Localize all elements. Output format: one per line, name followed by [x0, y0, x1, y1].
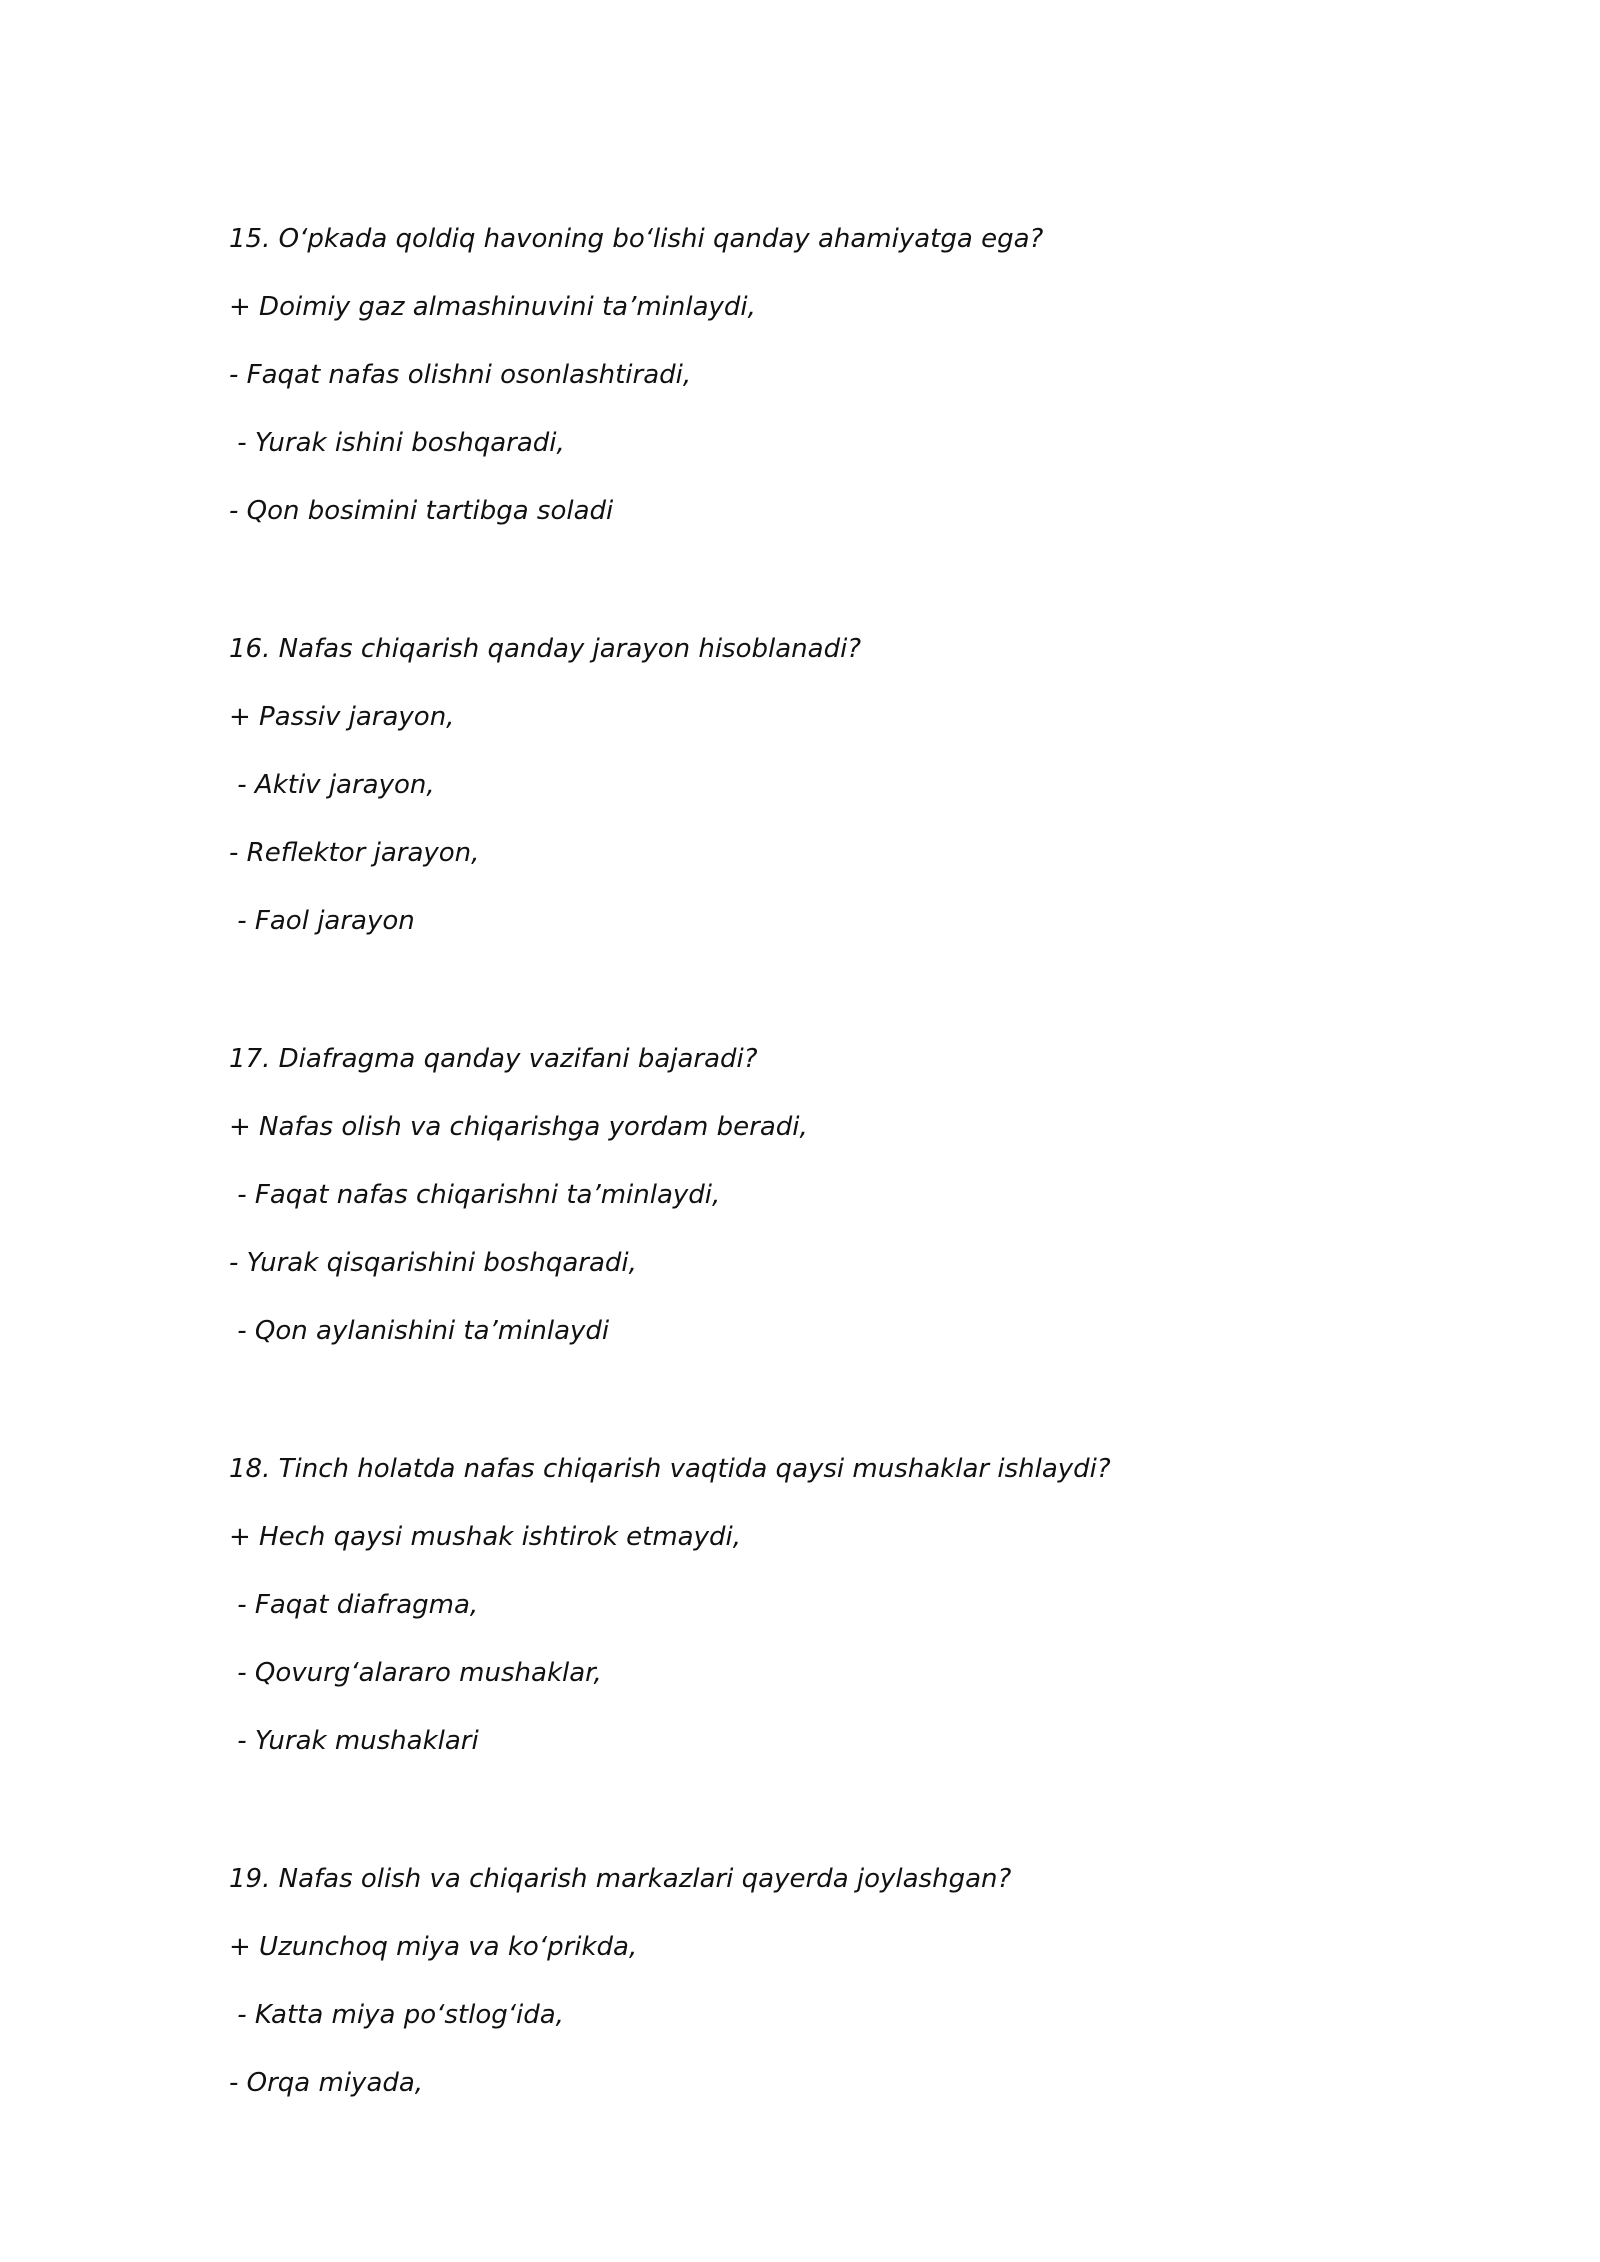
answer-option: - Yurak qisqarishini boshqaradi,: [229, 1248, 637, 1278]
answer-option: - Faol jarayon: [229, 906, 415, 936]
answer-option: - Reflektor jarayon,: [229, 838, 480, 868]
question-15: 15. O‘pkada qoldiq havoning bo‘lishi qanday ahamiyatga ega?: [229, 224, 1044, 254]
answer-option: + Uzunchoq miya va ko‘prikda,: [229, 1932, 638, 1962]
answer-option: - Qon bosimini tartibga soladi: [229, 496, 614, 526]
question-19: 19. Nafas olish va chiqarish markazlari qayerda joylashgan?: [229, 1864, 1012, 1894]
question-18: 18. Tinch holatda nafas chiqarish vaqtida qaysi mushaklar ishlaydi?: [229, 1454, 1111, 1484]
answer-option: + Nafas olish va chiqarishga yordam beradi,: [229, 1112, 808, 1142]
answer-option: - Katta miya po‘stlog‘ida,: [229, 2000, 564, 2030]
answer-option: - Qovurg‘alararo mushaklar,: [229, 1658, 602, 1688]
question-17: 17. Diafragma qanday vazifani bajaradi?: [229, 1044, 758, 1074]
answer-option: + Hech qaysi mushak ishtirok etmaydi,: [229, 1522, 741, 1552]
answer-option: - Yurak ishini boshqaradi,: [229, 428, 565, 458]
answer-option: - Faqat nafas olishni osonlashtiradi,: [229, 360, 692, 390]
answer-option: + Doimiy gaz almashinuvini ta’minlaydi,: [229, 292, 756, 322]
answer-option: - Qon aylanishini ta’minlaydi: [229, 1316, 610, 1346]
answer-option: + Passiv jarayon,: [229, 702, 455, 732]
answer-option: - Aktiv jarayon,: [229, 770, 435, 800]
question-16: 16. Nafas chiqarish qanday jarayon hisoblanadi?: [229, 634, 862, 664]
answer-option: - Faqat diafragma,: [229, 1590, 479, 1620]
answer-option: - Faqat nafas chiqarishni ta’minlaydi,: [229, 1180, 721, 1210]
answer-option: - Orqa miyada,: [229, 2068, 424, 2098]
answer-option: - Yurak mushaklari: [229, 1726, 479, 1756]
